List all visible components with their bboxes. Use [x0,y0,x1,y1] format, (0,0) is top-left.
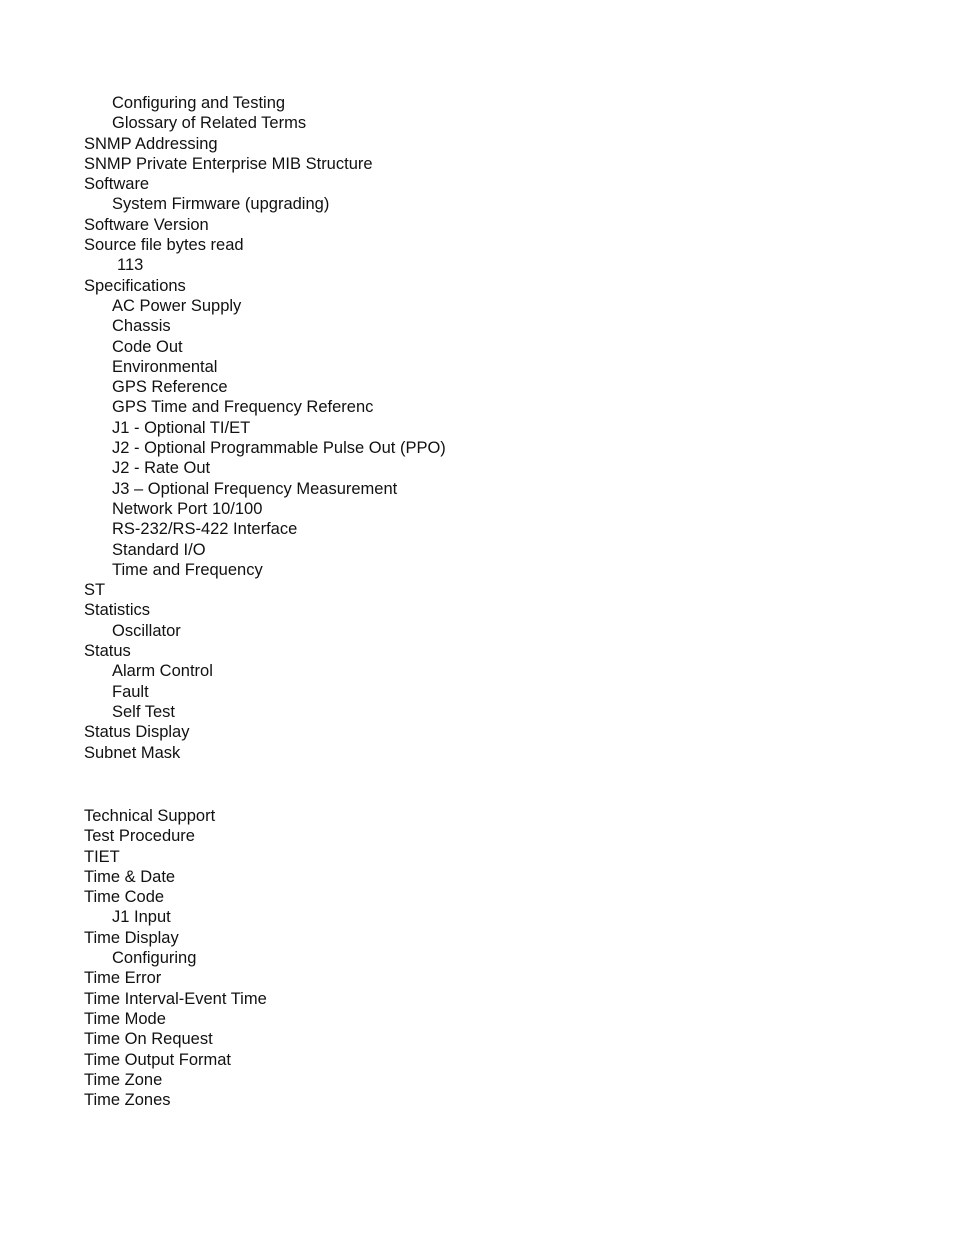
index-entry: Status Display [84,723,190,742]
index-entry: Software Version [84,215,209,234]
index-subentry: Fault [112,682,149,701]
index-entry: TIET [84,847,120,866]
index-entry: Source file bytes read [84,236,244,255]
index-subentry: Time and Frequency [112,560,263,579]
index-subentry: Oscillator [112,621,181,640]
index-entry: Statistics [84,601,151,620]
index-entry: Test Procedure [84,827,195,846]
index-subentry: RS-232/RS-422 Interface [112,520,298,539]
index-subentry: J2 - Optional Programmable Pulse Out (PPO) [112,439,446,458]
index-subentry: Configuring and Testing [112,94,286,112]
index-entry: Time Mode [84,1009,166,1028]
index-entry: Time Interval-Event Time [84,989,267,1008]
index-block-t [84,806,904,1110]
index-subentry: Network Port 10/100 [112,499,263,518]
index-subentry: AC Power Supply [112,296,242,315]
index-subentry: Chassis [112,317,171,336]
index-entry: Time & Date [84,867,176,886]
index-entry: Software [84,175,150,194]
index-entry: Subnet Mask [84,743,181,762]
index-entry: Time On Request [84,1030,213,1049]
index-subentry: Self Test [112,702,175,721]
index-entry: Technical Support [84,807,216,825]
index-subentry: 113 [117,256,144,275]
index-entry: SNMP Addressing [84,134,218,153]
index-subentry: System Firmware (upgrading) [112,195,330,214]
index-subentry: Code Out [112,337,183,356]
index-entry: Status [84,642,131,661]
index-entry: Time Output Format [84,1050,232,1069]
index-entry: Time Code [84,888,165,907]
index-subentry: J1 Input [112,908,171,927]
index-subentry: J2 - Rate Out [112,459,211,478]
index-subentry: Environmental [112,357,218,376]
index-entry: Time Error [84,969,162,988]
index-subentry: GPS Reference [112,378,228,397]
index-subentry: Glossary of Related Terms [112,114,307,133]
index-subentry: Configuring [112,949,197,968]
index-subentry: J1 - Optional TI/ET [112,418,251,437]
index-subentry: Alarm Control [112,662,213,681]
index-entry: Time Zones [84,1091,171,1110]
index-entry: Time Display [84,928,179,947]
index-entry: SNMP Private Enterprise MIB Structure [84,154,373,173]
index-entry: Time Zone [84,1070,163,1089]
index-subentry: Standard I/O [112,540,206,559]
index-block-s [84,93,904,763]
index-subentry: J3 – Optional Frequency Measurement [112,479,398,498]
index-entry: Specifications [84,276,186,295]
index-subentry: GPS Time and Frequency Referenc [112,398,374,417]
index-entry: ST [84,581,106,600]
